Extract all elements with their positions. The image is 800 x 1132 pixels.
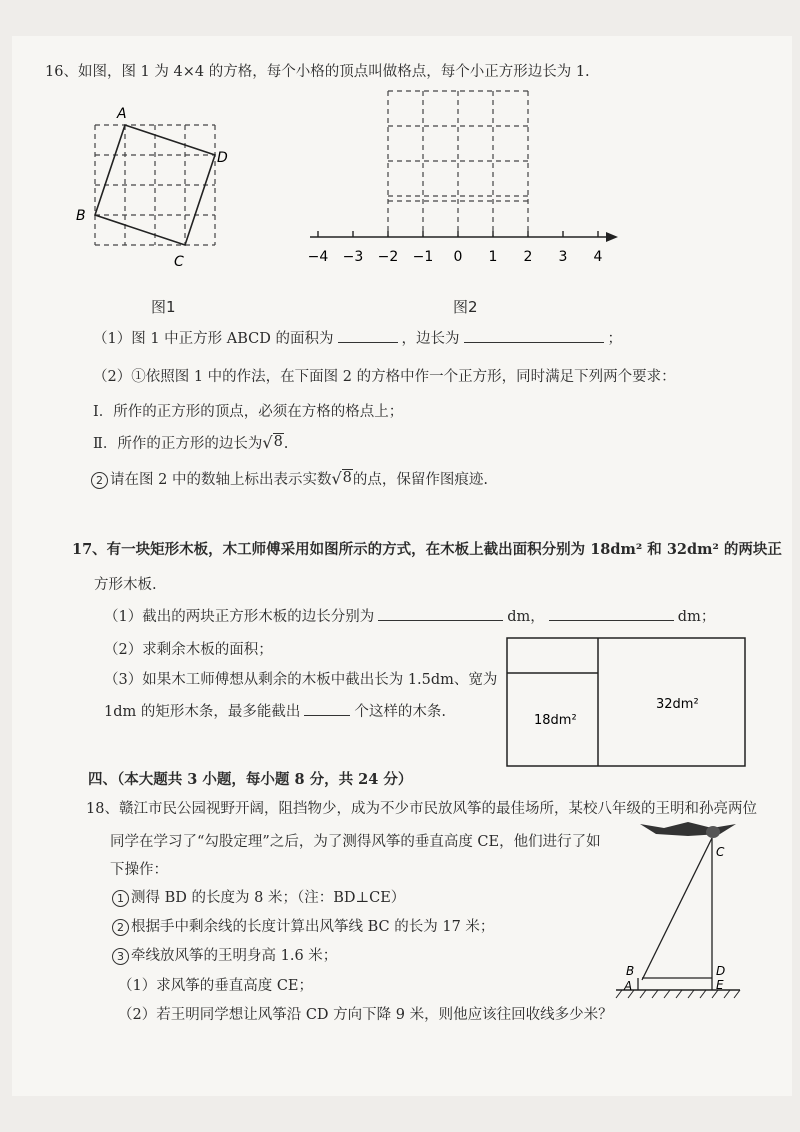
q16-part2: （2）①依照图 1 中的作法，在下面图 2 的方格中作一个正方形，同时满足下列两个要求： [93,369,676,385]
q17-part2: （2）求剩余木板的面积； [104,642,273,658]
answer-blank-side[interactable] [464,328,604,343]
q18-stem-b: 同学在学习了“勾股定理”之后，为了测得风筝的垂直高度 CE，他们进行了如 [110,834,601,850]
label-a: A [624,979,633,993]
label-d: D [217,150,228,166]
tick-label: 0 [453,249,463,265]
tick-label: −1 [412,249,434,265]
tick-label: 1 [488,249,498,265]
sqrt-8: √ 8 [331,469,352,488]
q17-part3-b: 1dm 的矩形木条，最多能截出 个这样的木条. [104,700,446,721]
big-square-label: 32dm² [656,697,699,712]
axis-arrow [606,232,618,242]
q16-part1: （1）图 1 中正方形 ABCD 的面积为 ，边长为 ； [93,327,622,348]
tick-label: −4 [307,249,329,265]
q17-stem-a: 17、有一块矩形木板，木工师傅采用如图所示的方式，在木板上截出面积分别为 18dm² 和 32dm² 的两块正 [72,541,782,558]
q18-stem-c: 下操作： [110,862,168,878]
q18-stem-a: 18、赣江市民公园视野开阔，阻挡物少，成为不少市民放风筝的最佳场所，某校八年级的王明和孙亮两位 [86,801,757,817]
small-square-label: 18dm² [534,713,577,728]
q16-stem: 16、如图，图 1 为 4×4 的方格，每个小格的顶点叫做格点，每个小正方形边长为 1. [45,64,590,80]
q16-req2: Ⅱ．所作的正方形的边长为 √ 8 . [93,433,289,452]
q16-figure1 [70,100,240,270]
label-a: A [117,106,127,122]
tick-label: −2 [377,249,399,265]
q16-req1: Ⅰ．所作的正方形的顶点，必须在方格的格点上； [93,404,404,420]
section4-title: 四、（本大题共 3 小题，每小题 8 分，共 24 分） [88,771,413,788]
answer-blank-area[interactable] [338,328,398,343]
q18-part1: （1）求风筝的垂直高度 CE； [118,978,314,994]
answer-blank-count[interactable] [304,701,350,716]
fig1-caption: 图1 [151,298,176,316]
label-c: C [174,254,184,270]
label-c: C [716,845,725,859]
q17-board-figure [506,636,748,770]
q17-stem-b: 方形木板. [94,577,157,593]
q18-op2: 2 根据手中剩余线的长度计算出风筝线 BC 的长为 17 米； [112,915,494,936]
label-b: B [626,964,635,978]
answer-blank-side2[interactable] [549,606,674,621]
q18-part2: （2）若王明同学想让风筝沿 CD 方向下降 9 米，则他应该往回收线多少米？ [118,1007,613,1023]
q18-op1: 1 测得 BD 的长度为 8 米；（注：BD⊥CE） [112,886,405,907]
answer-blank-side1[interactable] [378,606,503,621]
fig2-caption: 图2 [453,298,478,316]
label-b: B [76,208,86,224]
kite-icon [640,822,736,838]
sqrt-8: √ 8 [262,433,283,452]
q18-kite-figure [612,818,762,1018]
tick-label: −3 [342,249,364,265]
q17-part1: （1）截出的两块正方形木板的边长分别为 dm， dm； [104,605,715,626]
q18-op3: 3 牵线放风筝的王明身高 1.6 米； [112,944,337,965]
tick-label: 2 [523,249,533,265]
q16-part2b: 2 请在图 2 中的数轴上标出表示实数 √ 8 的点，保留作图痕迹. [91,468,488,489]
tick-label: 4 [593,249,603,265]
label-d: D [716,964,726,978]
label-e: E [716,978,724,992]
q17-part3-a: （3）如果木工师傅想从剩余的木板中截出长为 1.5dm、宽为 [104,672,498,688]
tick-label: 3 [558,249,568,265]
q16-figure2 [300,85,630,280]
